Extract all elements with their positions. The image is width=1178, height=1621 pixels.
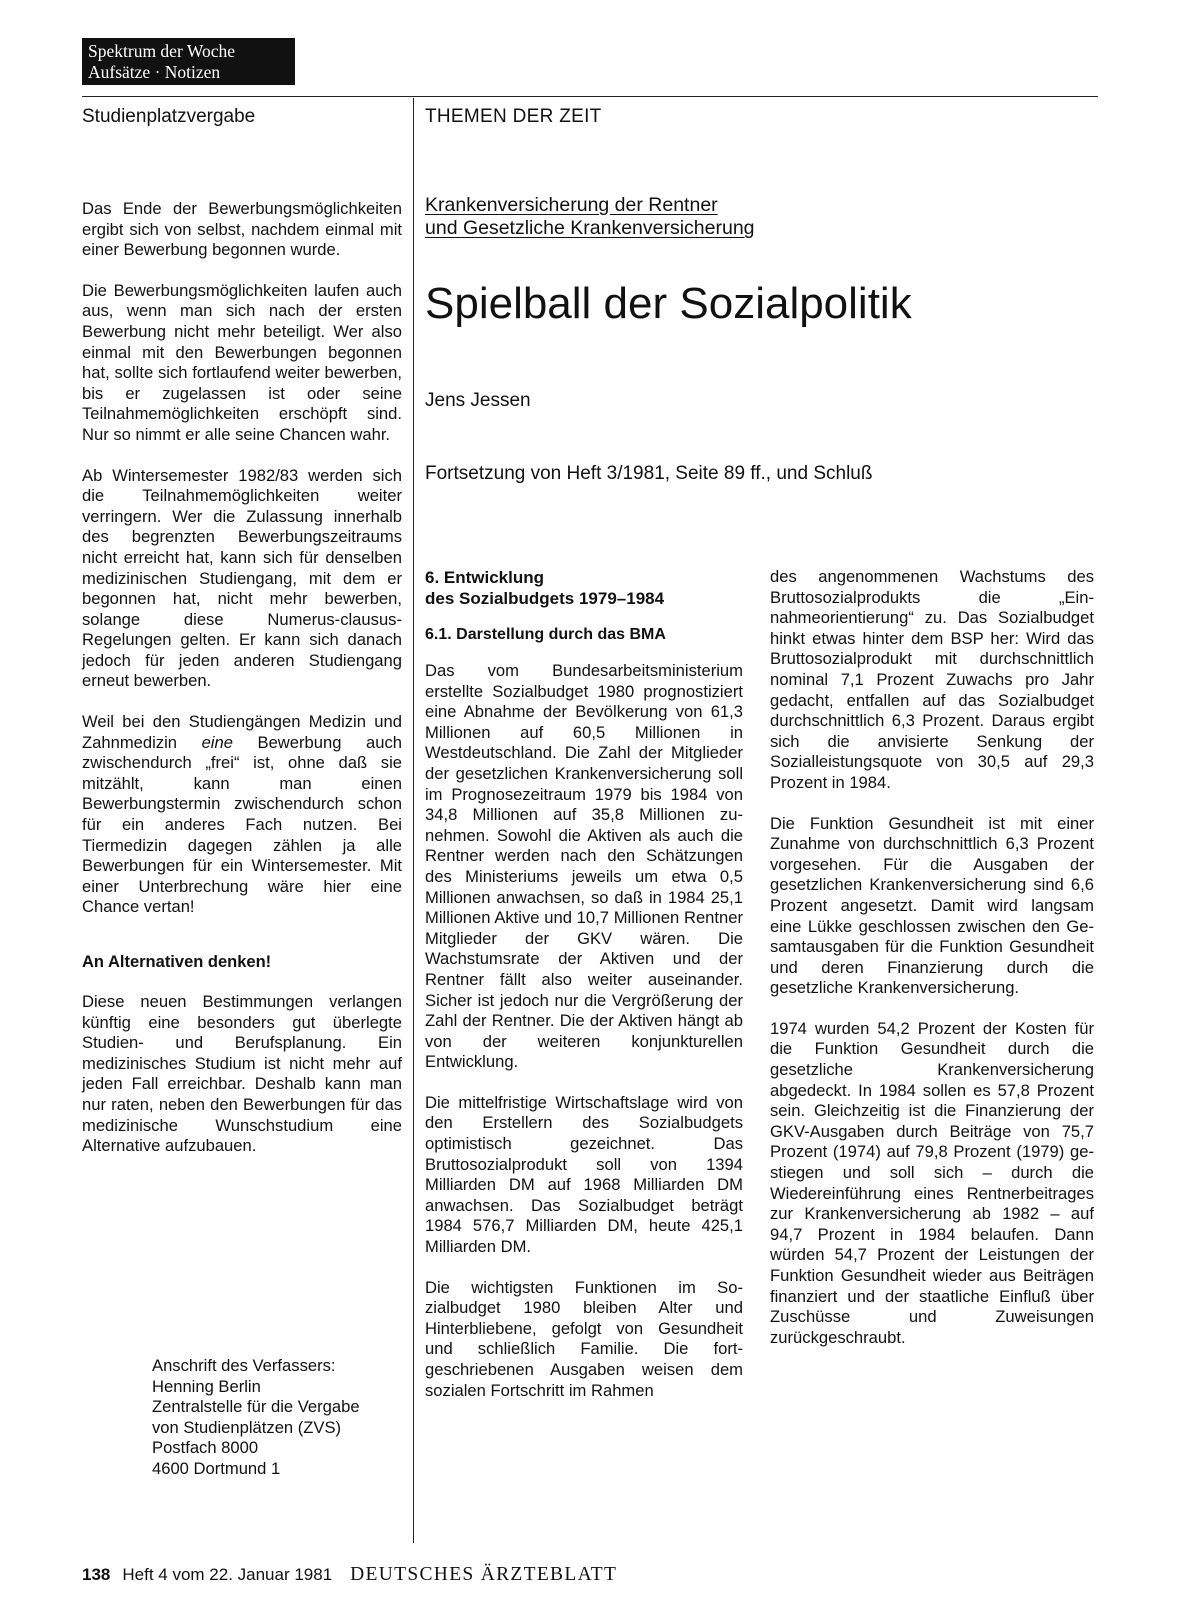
article-kicker: [425, 194, 755, 240]
page-footer: [82, 1564, 617, 1586]
middle-paragraph-1: Das vom Bundesarbeitsministerium erstellte Sozialbudget 1980 prognostiziert eine Abnahme der Bevölkerung von 61,3 Millionen auf 60,5 Millionen in Westdeutschland. Die Zahl der Mitglieder der gesetzlichen Krankenversicherung soll im Prognosezeitraum 1979 bis 1984 von 34,8 Millionen auf 35,8 Millionen zunehmen. Sowohl die Aktiven als auch die Rentner werden nach den Schätzungen des Ministeriums jeweils um etwa 0,5 Millionen anwachsen, so daß in 1984 25,1 Millionen Aktive und 10,7 Millionen Rentner Mitglieder der GKV wären. Die Wachstumsrate der Aktiven und der Rentner fällt also weiter auseinander. Sicher ist jedoch nur die Vergrößerung der Zahl der Rentner. Die der Aktiven hängt ab von der weiteren konjunkturellen Entwicklung.: [425, 661, 743, 1072]
badge-line-2: Aufsätze · Notizen: [88, 62, 221, 82]
section-heading: 6.1. Darstellung durch das BMA: [425, 626, 666, 643]
section-label-left: Studienplatzvergabe: [82, 106, 256, 127]
section-label-right: THEMEN DER ZEIT: [425, 106, 602, 127]
p4-after: Bewerbung auch zwischendurch „frei“ ist, ohne daß sie mitzählt, kann man einen Bewerbungstermin zwischendurch schon für ein anderes Fach nutzen. Bei Tiermedizin dagegen zählen ja alle Bewerbungen für ein Wintersemester. Mit einer Unterbrechung wäre hier eine Chance vertan!: [82, 732, 402, 917]
address-label: Anschrift des Verfassers:: [152, 1356, 336, 1375]
address-postbox: Postfach 8000: [152, 1438, 259, 1458]
address-org-1: Zentralstelle für die Vergabe: [152, 1397, 360, 1417]
left-column: [82, 199, 402, 1177]
left-subheading: An Alternativen denken!: [82, 953, 272, 971]
middle-paragraph-2: Die mittelfristige Wirtschaftslage wird von den Erstellern des Sozialbudgets optimistisch gezeichnet. Das Bruttosozialprodukt soll von 1394 Milliarden DM auf 1968 Milliarden DM anwachsen. Das Sozialbudget beträgt 1984 576,7 Milliarden DM, heute 425,1 Milliarden DM.: [425, 1092, 743, 1257]
p4-emphasis: eine: [201, 732, 233, 752]
column-divider: [413, 98, 414, 1543]
section-badge: [82, 38, 295, 85]
article-headline: Spielball der Sozialpolitik: [425, 279, 912, 328]
left-paragraph-4: [82, 712, 402, 918]
continuation-note: Fortsetzung von Heft 3/1981, Seite 89 ff., und Schluß: [425, 463, 873, 484]
middle-paragraph-3: Die wichtigsten Funktionen im Sozialbudget 1980 bleiben Alter und Hinterbliebene, gefolgt von Gesundheit und schließlich Familie. Die fortgeschriebenen Ausgaben weisen dem sozialen Fortschritt im Rahmen: [425, 1277, 743, 1400]
author-address: [152, 1356, 402, 1480]
left-paragraph-1: Das Ende der Bewerbungsmöglichkeiten ergibt sich von selbst, nachdem einmal mit einer Bewerbung begonnen wurde.: [82, 199, 402, 260]
article-author: Jens Jessen: [425, 390, 531, 411]
badge-line-1: Spektrum der Woche: [88, 41, 235, 61]
right-paragraph-1: des angenommenen Wachstums des Bruttosozialprodukts die „Einnahmeorientierung“ zu. Das Sozialbudget hinkt etwas hinter dem BSP her: Wird das Bruttosozialprodukt mit durchschnittlich nominal 7,1 Prozent Zuwachs pro Jahr gedacht, entfallen auf das Sozialbudget durchschnittlich 6,3 Prozent. Daraus ergibt sich die anvisierte Senkung der Sozialleistungsquote von 30,5 auf 29,3 Prozent in 1984.: [770, 567, 1094, 792]
top-rule: [82, 96, 1098, 97]
right-paragraph-3: 1974 wurden 54,2 Prozent der Kosten für die Funktion Gesundheit durch die gesetzliche Krankenversicherung abgedeckt. In 1984 sollen es 57,8 Prozent sein. Gleichzeitig ist die Finanzierung der GKV-Ausgaben durch Beiträge von 75,7 Prozent (1974) auf 79,8 Prozent (1979) gestiegen und soll sich – durch die Wiedereinführung eines Rentnerbeitrages zur Krankenversicherung ab 1982 – auf 94,7 Prozent in 1984 belaufen. Dann würden 54,7 Prozent der Leistungen der Funktion Gesundheit wieder aus Beiträgen finanziert und der staatliche Einfluß über Zuschüsse und Zuweisungen zurückgeschraubt.: [770, 1018, 1094, 1347]
chapter-heading-line-1: 6. Entwicklung: [425, 568, 545, 587]
publication-name: DEUTSCHES ÄRZTEBLATT: [350, 1564, 618, 1585]
kicker-line-2: und Gesetzliche Krankenversicherung: [425, 217, 755, 239]
left-paragraph-2: Die Bewerbungsmöglichkeiten laufen auch aus, wenn man sich nach der ersten Bewerbung nicht mehr beteiligt. Wer also einmal mit den Bewerbungen begonnen hat, sollte sich fortlaufend weiter bewerben, bis er zugelassen ist oder seine Teilnahmemöglichkeiten erschöpft sind. Nur so nimmt er alle seine Chancen wahr.: [82, 280, 402, 444]
address-org-2: von Studienplätzen (ZVS): [152, 1417, 342, 1437]
chapter-heading-line-2: des Sozialbudgets 1979–1984: [425, 589, 665, 608]
address-name: Henning Berlin: [152, 1376, 261, 1396]
issue-info: Heft 4 vom 22. Januar 1981: [122, 1565, 333, 1584]
kicker-line-1: Krankenversicherung der Rentner: [425, 194, 718, 216]
address-city: 4600 Dortmund 1: [152, 1458, 281, 1478]
left-paragraph-5: Diese neuen Bestimmungen verlangen künftig eine besonders gut überlegte Studien- und Berufsplanung. Ein medizinisches Studium ist nicht mehr auf jeden Fall erreichbar. Deshalb kann man nur raten, neben den Bewerbungen für das medizinische Wunschstudium eine Alternative aufzubauen.: [82, 992, 402, 1156]
p4-before: Weil bei den Studiengängen Medizin und Zahnmedizin: [82, 712, 402, 752]
middle-column: [425, 567, 743, 1421]
page-number: 138: [82, 1565, 111, 1584]
right-paragraph-2: Die Funktion Gesundheit ist mit einer Zunahme von durchschnittlich 6,3 Prozent vorgesehen. Für die Ausgaben der gesetzlichen Krankenversicherung sind 6,6 Prozent angesetzt. Damit wird langsam eine Lükke geschlossen zwischen den Gesamtausgaben für die Funktion Gesundheit und deren Finanzierung durch die gesetzliche Krankenversicherung.: [770, 813, 1094, 998]
left-paragraph-3: Ab Wintersemester 1982/83 werden sich die Teilnahmemöglichkeiten weiter verringern. Wer die Zulassung innerhalb des begrenzten Bewerbungszeitraums nicht erreicht hat, kann sich für denselben medizinischen Studiengang, mit dem er begonnen hat, nicht mehr bewerben, solange diese Numerus-clausus-Regelungen gelten. Er kann sich danach jedoch für jeden anderen Studiengang erneut bewerben.: [82, 465, 402, 691]
right-column: [770, 567, 1094, 1368]
chapter-heading: [425, 567, 743, 609]
